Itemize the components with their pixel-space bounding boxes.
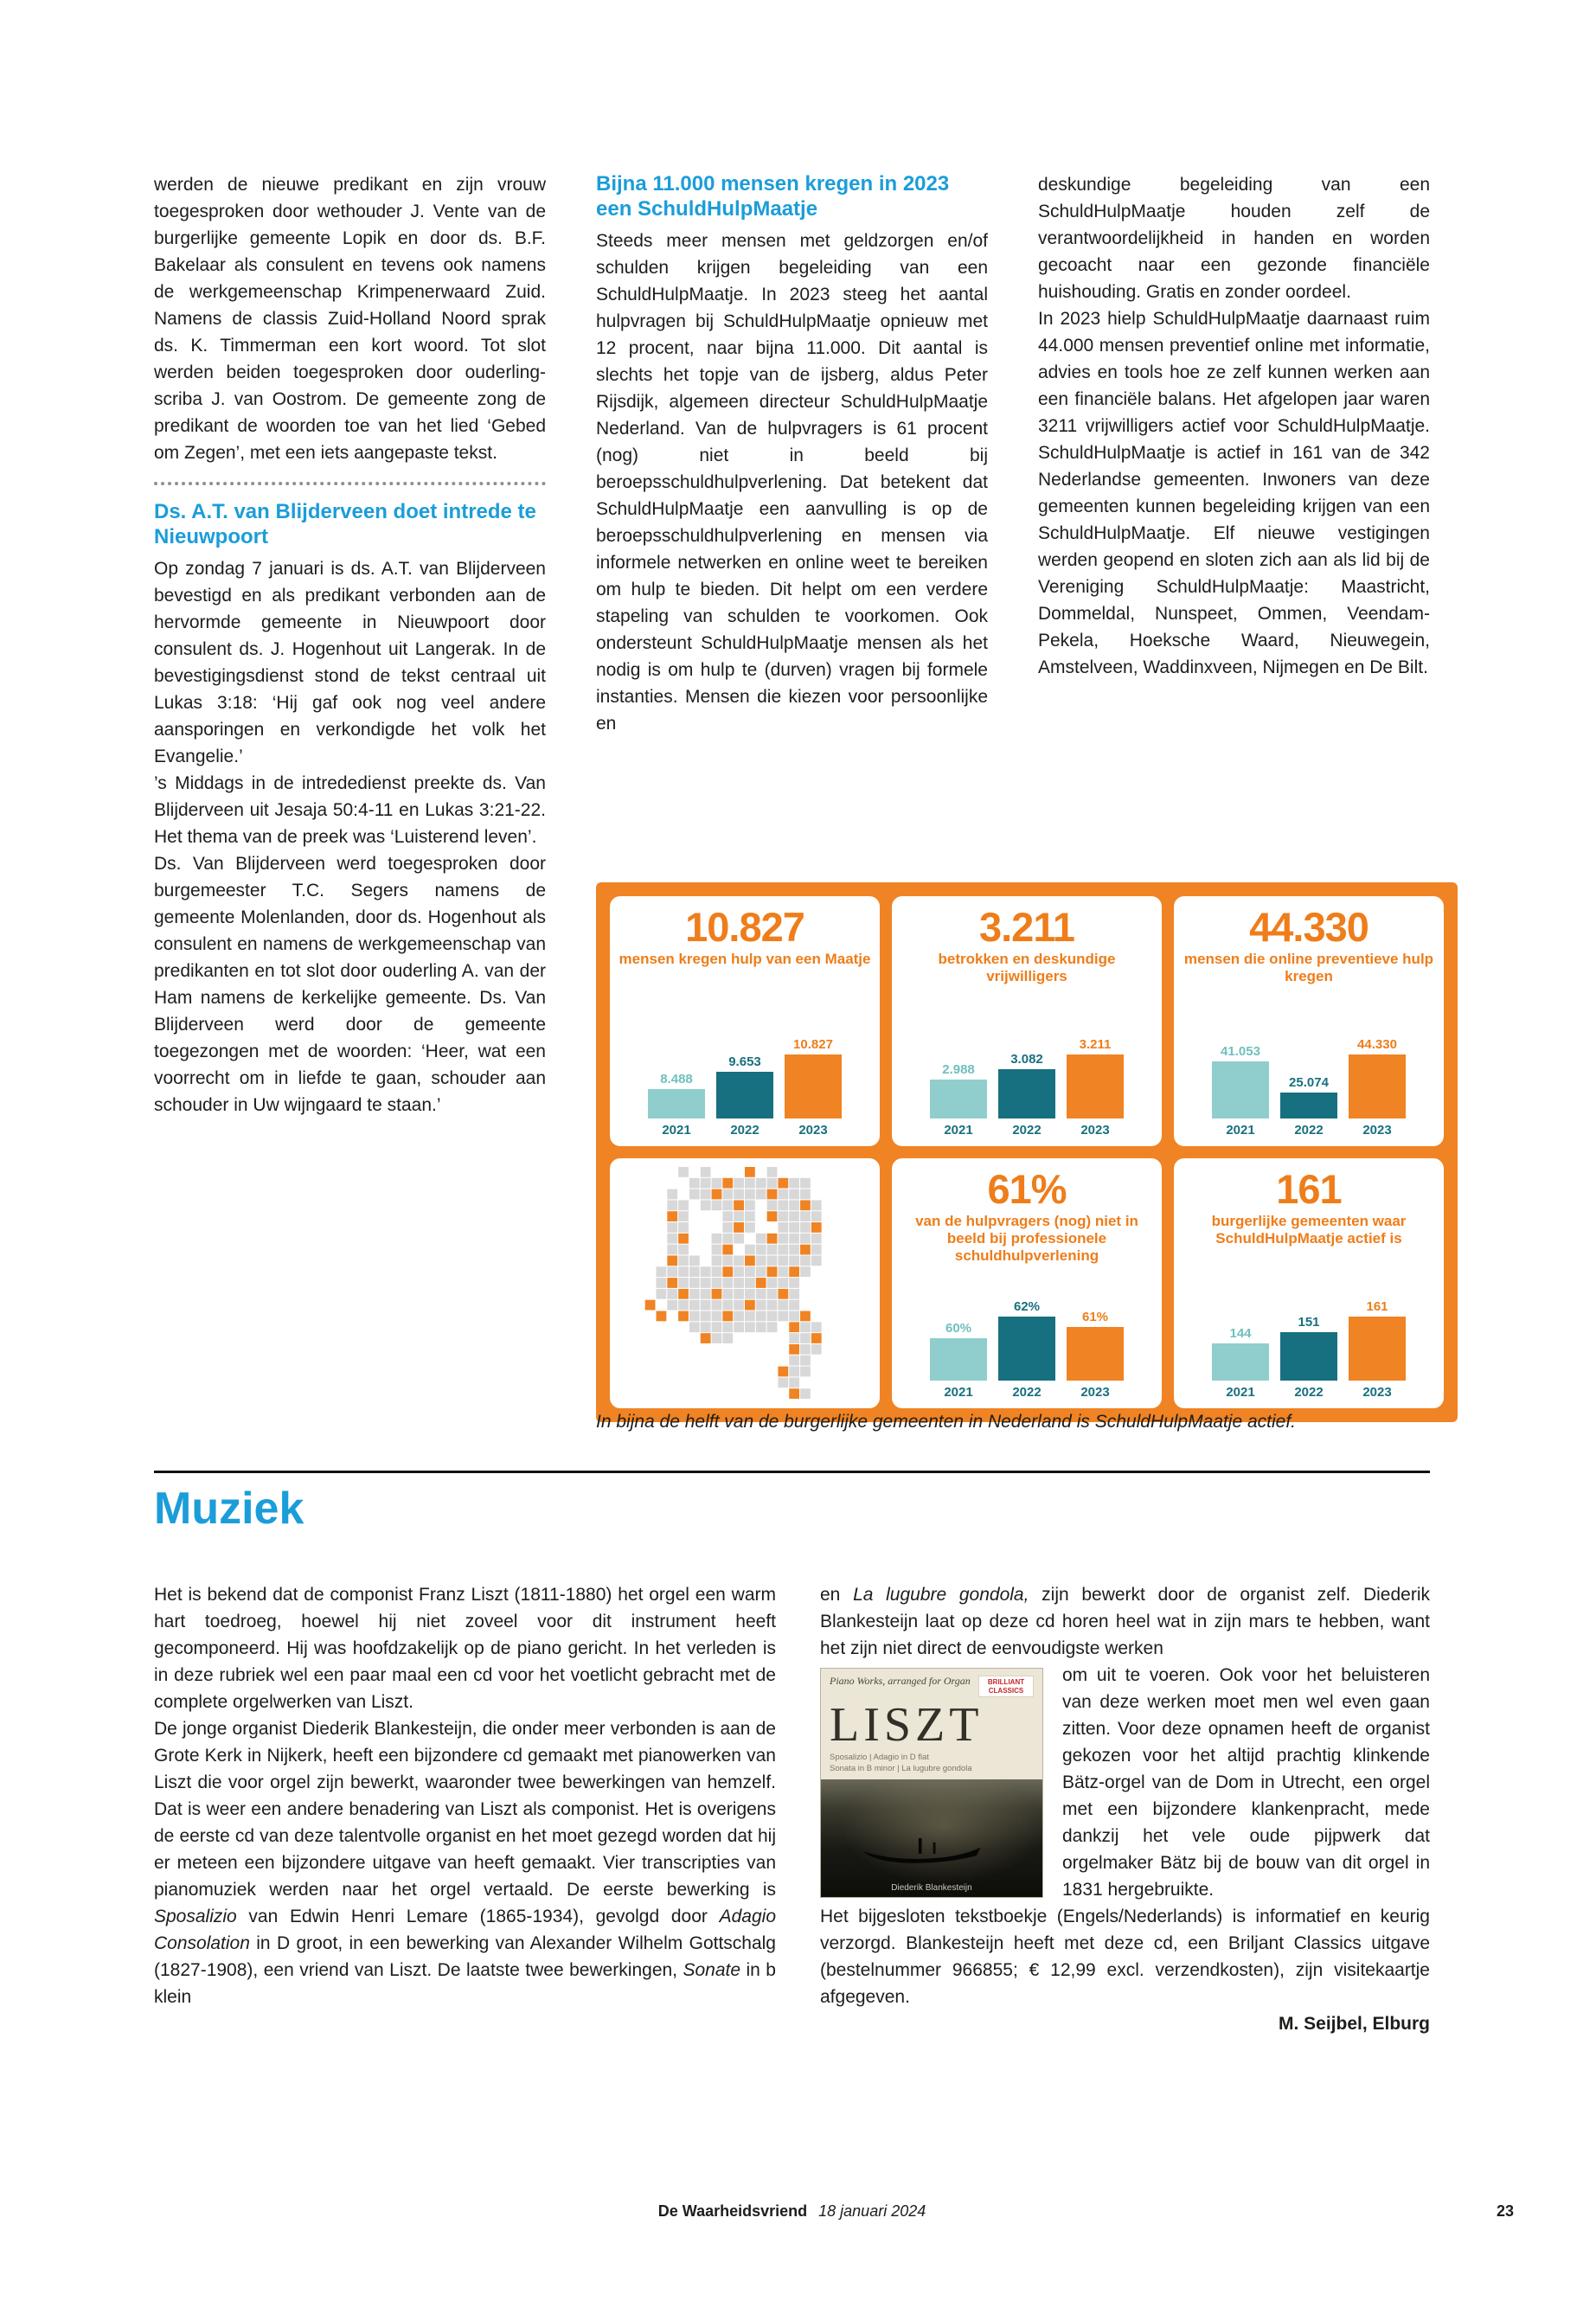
- paragraph-schuldhulpmaatje-3: In 2023 hielp SchuldHulpMaatje daarnaast ruim 44.000 mensen preventief online met informatie, advies en tools hoe ze zelf kunnen werken aan een financiële balans. Het afgelopen jaar waren 3211 vrijwilligers actief voor SchuldHulpMaatje. SchuldHulpMaatje is actief in 161 van de 342 Nederlandse gemeenten. Inwoners van deze gemeenten kunnen begeleiding krijgen van een SchuldHulpMaatje. Elf nieuwe vestigingen werden geopend en sloten zich aan als lid bij de Vereniging SchuldHulpMaatje: Maastricht, Dommeldal, Nunspeet, Ommen, Veendam-Pekela, Hoeksche Waard, Nieuwegein, Amstelveen, Waddinxveen, Nijmegen en De Bilt.: [1038, 309, 1430, 677]
- stat-big-number: 61%: [987, 1166, 1067, 1212]
- paragraph-liszt-5: Het bijgesloten tekstboekje (Engels/Nederlands) is informatief en keurig verzorgd. Blankesteijn heeft met deze cd, een Briljant Classics uitgave (bestelnummer 966855; € 12,99 excl. verzendkosten), zijn visitekaartje afgegeven.: [820, 1907, 1430, 2007]
- bar: [930, 1338, 987, 1381]
- bar-value-label: 3.082: [1010, 1052, 1043, 1067]
- infographic-stat-tile: [610, 896, 880, 1146]
- stat-label: mensen die online preventieve hulp kregen: [1183, 951, 1434, 984]
- bar-column: [1063, 1037, 1127, 1138]
- bar-value-label: 60%: [945, 1321, 972, 1336]
- bar-column: [995, 1052, 1059, 1138]
- bar: [998, 1069, 1055, 1118]
- stat-bar-chart: [644, 1037, 845, 1138]
- paragraph-liszt-3: [820, 1581, 1430, 1662]
- bar-value-label: 3.211: [1079, 1037, 1112, 1052]
- bar-column: [1277, 1075, 1341, 1138]
- bar: [1212, 1061, 1269, 1118]
- text-run: van Edwin Henri Lemare (1865-1934), gevolgd door: [236, 1907, 720, 1926]
- page-footer: [154, 2202, 1430, 2221]
- work-title: La lugubre gondola,: [853, 1585, 1029, 1605]
- muziek-section-heading: Muziek: [154, 1484, 304, 1534]
- text-run: en: [820, 1585, 854, 1605]
- stat-big-number: 161: [1276, 1166, 1342, 1212]
- bar-year-label: 2021: [944, 1385, 973, 1400]
- netherlands-map-tile: [610, 1158, 880, 1408]
- bar-column: [1208, 1326, 1272, 1400]
- netherlands-municipalities-map: [619, 1167, 871, 1400]
- magazine-name: De Waarheidsvriend: [657, 2202, 808, 2220]
- bar: [930, 1080, 987, 1118]
- bar-column: [1277, 1315, 1341, 1400]
- album-series-label: Piano Works, arranged for Organ: [830, 1675, 971, 1687]
- bar-value-label: 61%: [1081, 1310, 1109, 1324]
- bar-column: [995, 1299, 1059, 1400]
- album-cover-top: [821, 1669, 1042, 1779]
- bar-year-label: 2023: [1362, 1123, 1392, 1138]
- bar: [998, 1317, 1055, 1381]
- paragraph-blijderveen-1: Op zondag 7 januari is ds. A.T. van Blijderveen bevestigd en als predikant verbonden aan de hervormde gemeente in Nieuwpoort door consulent ds. J. Hogenhout uit Langerak. In de bevestigingsdienst stond de tekst centraal uit Lukas 3:18: ‘Hij gaf ook nog veel andere aansporingen en verkondigde het volk het Evangelie.’: [154, 559, 546, 766]
- stat-label: betrokken en deskundige vrijwilligers: [938, 951, 1116, 984]
- album-cover: [820, 1668, 1043, 1898]
- bar-column: [644, 1072, 708, 1138]
- stat-big-number: 10.827: [685, 904, 804, 950]
- text-run: in D groot, in een bewerking van Alexander Wilhelm Gottschalg (1827-1908), een vriend van Liszt. De laatste twee bewerkingen,: [154, 1933, 776, 1980]
- bar-year-label: 2023: [798, 1123, 828, 1138]
- bar-value-label: 2.988: [942, 1062, 975, 1077]
- bar-column: [781, 1037, 845, 1138]
- bar-year-label: 2022: [1294, 1385, 1324, 1400]
- bar-year-label: 2023: [1080, 1385, 1110, 1400]
- bar: [716, 1072, 773, 1118]
- bar: [648, 1089, 705, 1118]
- bar-value-label: 144: [1229, 1326, 1252, 1341]
- bar: [1280, 1093, 1337, 1118]
- bar-year-label: 2022: [1294, 1123, 1324, 1138]
- stat-bar-chart: [926, 1299, 1127, 1400]
- gondola-boat-icon: [861, 1833, 984, 1864]
- infographic-stat-tile: [892, 1158, 1162, 1408]
- muziek-column-right: [820, 1581, 1430, 2037]
- bar-value-label: 41.053: [1221, 1044, 1260, 1059]
- stat-bar-chart: [1208, 1037, 1409, 1138]
- bar: [1349, 1054, 1406, 1118]
- bar-value-label: 151: [1298, 1315, 1320, 1330]
- paragraph-schuldhulpmaatje-1: Steeds meer mensen met geldzorgen en/of schulden krijgen begeleiding van een SchuldHulpMaatje. In 2023 steeg het aantal hulpvragen bij SchuldHulpMaatje opnieuw met 12 procent, naar bijna 11.000. Dit aantal is slechts het topje van de ijsberg, aldus Peter Rijsdijk, algemeen directeur SchuldHulpMaatje Nederland. Van de hulpvragers is 61 procent (nog) niet in beeld bij beroepsschuldhulpverlening. Dat betekent dat SchuldHulpMaatje een aanvulling is op de beroepsschuldhulpverlening en mensen via informele netwerken en online weet te bereiken om hulp te bieden. Dit helpt om een verdere stapeling van schulden te voorkomen. Ook ondersteunt SchuldHulpMaatje mensen als het nodig is om hulp te (durven) vragen bij formele instanties. Mensen die kiezen voor persoonlijke en: [596, 231, 988, 734]
- album-cover-header: [830, 1676, 1034, 1697]
- bar-year-label: 2021: [944, 1123, 973, 1138]
- album-artwork: [821, 1779, 1042, 1897]
- bar-value-label: 62%: [1013, 1299, 1041, 1314]
- bar-column: [926, 1062, 990, 1138]
- work-title: Sonate: [683, 1960, 741, 1980]
- bar: [1280, 1332, 1337, 1381]
- column-left: [154, 171, 546, 1118]
- paragraph-schuldhulpmaatje-2: deskundige begeleiding van een SchuldHulpMaatje houden zelf de verantwoordelijkheid in handen en worden gecoacht naar een gezonde financiële huishouding. Gratis en zonder oordeel.: [1038, 175, 1430, 302]
- bar-column: [1345, 1299, 1409, 1400]
- bar-value-label: 44.330: [1357, 1037, 1397, 1052]
- infographic-stat-tile: [1174, 1158, 1444, 1408]
- bar-column: [713, 1054, 777, 1138]
- bar-year-label: 2022: [1012, 1385, 1042, 1400]
- bar-year-label: 2021: [1226, 1123, 1255, 1138]
- bar: [1067, 1054, 1124, 1118]
- schuldhulpmaatje-infographic: [596, 882, 1458, 1422]
- bar-value-label: 10.827: [793, 1037, 833, 1052]
- infographic-stat-tile: [1174, 896, 1444, 1146]
- bar-column: [926, 1321, 990, 1400]
- bar-value-label: 161: [1366, 1299, 1388, 1314]
- paragraph-liszt-1: Het is bekend dat de componist Franz Liszt (1811-1880) het orgel een warm hart toedroeg, hoewel hij niet zoveel voor dit instrument heeft gecomponeerd. Hij was hoofdzakelijk op de piano gericht. In het verleden is in deze rubriek wel een paar maal een cd voor het voetlicht gebracht met de complete orgelwerken van Liszt.: [154, 1585, 776, 1712]
- dotted-separator: [154, 482, 546, 485]
- stat-big-number: 3.211: [978, 904, 1075, 950]
- stat-bar-chart: [1208, 1299, 1409, 1400]
- bar: [1067, 1327, 1124, 1381]
- section-divider: [154, 1471, 1430, 1473]
- bar-value-label: 8.488: [660, 1072, 693, 1086]
- album-tracklist-line1: Sposalizio | Adagio in D flat: [830, 1753, 929, 1763]
- stat-bar-chart: [926, 1037, 1127, 1138]
- stat-label: burgerlijke gemeenten waar SchuldHulpMaatje actief is: [1211, 1213, 1407, 1247]
- bar-value-label: 25.074: [1289, 1075, 1329, 1090]
- work-title: Sposalizio: [154, 1907, 237, 1926]
- album-tracklist-line2: Sonata in B minor | La lugubre gondola: [830, 1763, 972, 1773]
- bar-year-label: 2023: [1080, 1123, 1110, 1138]
- paragraph-liszt-4: om uit te voeren. Ook voor het beluisteren van deze werken moet men wel even gaan zitten. Voor deze opnamen heeft de organist gekozen voor het altijd prachtig klinkende Bätz-orgel van de Dom in Utrecht, een orgel met een bijzondere klankenpracht, mede dankzij het vele oude pijpwerk dat orgelmaker Bätz bij de bouw van dit orgel in 1831 hergebruikte.: [1062, 1665, 1430, 1900]
- heading-schuldhulpmaatje: Bijna 11.000 mensen kregen in 2023 een SchuldHulpMaatje: [596, 172, 950, 221]
- issue-date: 18 januari 2024: [818, 2202, 926, 2220]
- paragraph-blijderveen-2: ’s Middags in de intrededienst preekte ds. Van Blijderveen uit Jesaja 50:4-11 en Lukas 3:21-22. Het thema van de preek was ‘Luisterend leven’.: [154, 773, 546, 847]
- bar: [1212, 1343, 1269, 1381]
- bar-column: [1208, 1044, 1272, 1138]
- infographic-caption: In bijna de helft van de burgerlijke gemeenten in Nederland is SchuldHulpMaatje actief.: [596, 1412, 1296, 1432]
- author-byline: M. Seijbel, Elburg: [1278, 2014, 1430, 2034]
- album-artist-credit: Diederik Blankesteijn: [891, 1883, 972, 1893]
- bar-year-label: 2022: [730, 1123, 760, 1138]
- album-tracklist: [830, 1753, 1034, 1774]
- text-run: zijn bewerkt door de organist zelf. Diederik Blankesteijn laat op deze cd horen heel wat in zijn mars te hebben, want het zijn niet direct de eenvoudigste werken: [820, 1585, 1430, 1658]
- bar-year-label: 2022: [1012, 1123, 1042, 1138]
- heading-blijderveen-intrede: Ds. A.T. van Blijderveen doet intrede te Nieuwpoort: [154, 500, 536, 548]
- bar-value-label: 9.653: [728, 1054, 761, 1069]
- bar: [785, 1054, 842, 1118]
- stat-big-number: 44.330: [1249, 904, 1368, 950]
- bar-year-label: 2021: [1226, 1385, 1255, 1400]
- bar-year-label: 2023: [1362, 1385, 1392, 1400]
- infographic-stat-tile: [892, 896, 1162, 1146]
- album-title: LISZT: [830, 1698, 984, 1753]
- bar-column: [1345, 1037, 1409, 1138]
- page-number: 23: [1496, 2202, 1514, 2220]
- paragraph-liszt-2: [154, 1715, 776, 2010]
- paragraph-blijderveen-3: Ds. Van Blijderveen werd toegesproken door burgemeester T.C. Segers namens de gemeente Molenlanden, door ds. Hogenhout als consulent en namens de werkgemeenschap van predikanten en tot slot door ouderling A. van der Ham namens de kerkelijke gemeente. Ds. Van Blijderveen werd door de gemeente toegezongen met de woorden: ‘Heer, wat een voorrecht om in liefde te gaan, schouder aan schouder in Uw wijngaard te staan.’: [154, 854, 546, 1115]
- text-run: in b klein: [154, 1960, 776, 2007]
- paragraph-predikant-welkom: werden de nieuwe predikant en zijn vrouw toegesproken door wethouder J. Vente van de burgerlijke gemeente Lopik en door ds. B.F. Bakelaar als consulent en tevens ook namens de werkgemeenschap Krimpenerwaard Zuid. Namens de classis Zuid-Holland Noord sprak ds. K. Timmerman een kort woord. Tot slot werden beiden toegesproken door ouderling-scriba J. van Oostrom. De gemeente zong de predikant de woorden toe van het lied ‘Gebed om Zegen’, met een iets aangepaste tekst.: [154, 175, 546, 463]
- bar-column: [1063, 1310, 1127, 1400]
- stat-label: van de hulpvragers (nog) niet in beeld bij professionele schuldhulpverlening: [915, 1213, 1138, 1264]
- muziek-column-left: [154, 1581, 776, 2010]
- bar: [1349, 1317, 1406, 1381]
- bar-year-label: 2021: [662, 1123, 691, 1138]
- brilliant-classics-logo: BRILLIANT CLASSICS: [978, 1676, 1034, 1697]
- work-title: Adagio Consolation: [154, 1907, 776, 1953]
- stat-label: mensen kregen hulp van een Maatje: [619, 951, 871, 967]
- text-run: De jonge organist Diederik Blankesteijn, die onder meer verbonden is aan de Grote Kerk in Nijkerk, heeft een bijzondere cd gemaakt met pianowerken van Liszt die voor orgel zijn bewerkt, waaronder twee bewerkingen van hemzelf. Dat is weer een andere benadering van Liszt als componist. Het is overigens de eerste cd van deze talentvolle organist en het moet gezegd worden dat hij er meteen een bijzondere uitgave van heeft gemaakt. Vier transcripties van pianomuziek werden naar het orgel vertaald. De eerste bewerking is: [154, 1719, 776, 1900]
